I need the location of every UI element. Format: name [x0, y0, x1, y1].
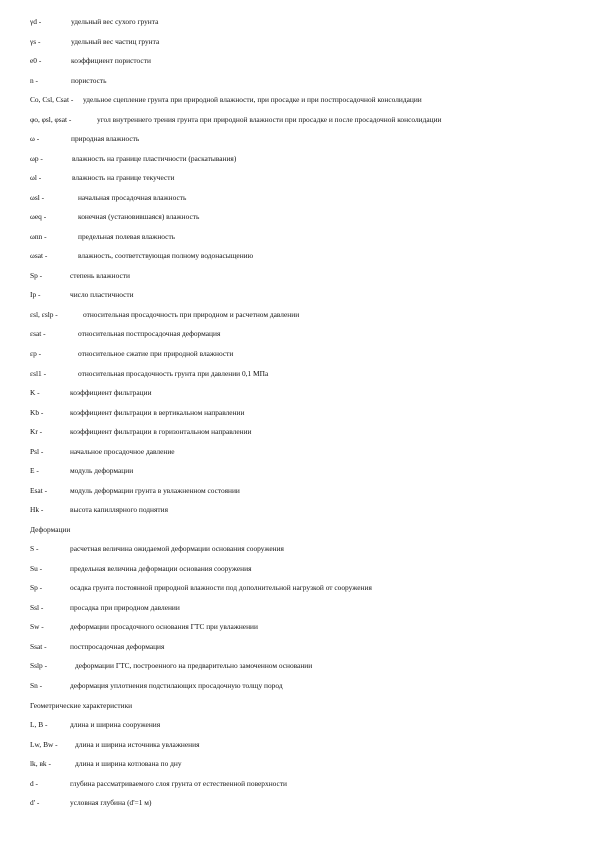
- term-definition: длина и ширина сооружения: [70, 720, 161, 730]
- glossary-entry: [0, 93, 595, 107]
- glossary-entry: [0, 718, 595, 732]
- section-heading-line: [0, 523, 595, 537]
- glossary-entry: [0, 54, 595, 68]
- term-symbol: εsat -: [30, 329, 46, 339]
- glossary-entry: [0, 152, 595, 166]
- term-symbol: ωl -: [30, 173, 42, 183]
- glossary-entry: [0, 288, 595, 302]
- term-definition: удельный вес частиц грунта: [71, 36, 160, 46]
- term-symbol: S -: [30, 544, 39, 554]
- term-definition: постпросадочная деформация: [70, 641, 165, 651]
- term-symbol: φo, φsl, φsat -: [30, 114, 72, 124]
- term-definition: удельный вес сухого грунта: [71, 17, 159, 26]
- term-symbol: ωeq -: [30, 212, 47, 222]
- term-definition: высота капиллярного поднятия: [70, 505, 169, 515]
- term-definition: предельная полевая влажность: [78, 231, 176, 241]
- term-symbol: L, B -: [30, 720, 48, 730]
- glossary-entry: [0, 327, 595, 341]
- glossary-entry: [0, 191, 595, 205]
- term-symbol: εsl1 -: [30, 368, 47, 378]
- glossary-entry: [0, 367, 595, 381]
- term-definition: относительная просадочность при природном и расчетном давлении: [83, 309, 300, 319]
- glossary-entry: [0, 503, 595, 517]
- glossary-entry: [0, 210, 595, 224]
- term-symbol: γs -: [30, 36, 41, 46]
- glossary-entry: [0, 464, 595, 478]
- term-definition: пористость: [71, 75, 107, 85]
- term-definition: удельное сцепление грунта при природной влажности, при просадке и при постпросадочной консолидации: [83, 95, 422, 105]
- term-symbol: Kr -: [30, 427, 43, 437]
- section-heading-line: [0, 699, 595, 713]
- term-symbol: Esat -: [30, 485, 48, 495]
- glossary-entry: [0, 425, 595, 439]
- term-definition: начальная просадочная влажность: [78, 192, 187, 202]
- glossary-entry: [0, 113, 595, 127]
- term-symbol: E -: [30, 466, 39, 476]
- term-symbol: εsl, εslp -: [30, 309, 58, 319]
- term-symbol: d -: [30, 778, 39, 788]
- term-definition: деформация уплотнения подстилающих просадочную толщу пород: [70, 681, 283, 691]
- term-symbol: K -: [30, 388, 40, 398]
- glossary-entry: [0, 249, 595, 263]
- term-symbol: n -: [30, 75, 39, 85]
- glossary-entry: [0, 74, 595, 88]
- term-definition: условная глубина (d'=1 м): [70, 798, 152, 808]
- glossary-entry: [0, 679, 595, 693]
- glossary-entry: [0, 542, 595, 556]
- term-symbol: Ip -: [30, 290, 41, 300]
- term-definition: коэффициент фильтрации: [70, 388, 152, 398]
- term-definition: начальное просадочное давление: [70, 446, 175, 456]
- term-symbol: e0 -: [30, 56, 42, 66]
- term-definition: длина и ширина источника увлажнения: [75, 739, 200, 749]
- term-symbol: Ssat -: [30, 641, 47, 651]
- glossary-entry: [0, 386, 595, 400]
- glossary-entry: [0, 796, 595, 810]
- glossary-entry: [0, 308, 595, 322]
- term-definition: просадка при природном давлении: [70, 602, 180, 612]
- glossary-entry: [0, 269, 595, 283]
- term-symbol: ωsat -: [30, 251, 48, 261]
- term-definition: угол внутреннего трения грунта при природной влажности при просадке и после просадочной консолидации: [97, 114, 442, 124]
- term-symbol: γd -: [30, 17, 42, 26]
- term-definition: относительная просадочность грунта при давлении 0,1 МПа: [78, 368, 269, 378]
- glossary-entry: [0, 659, 595, 673]
- term-symbol: Sw -: [30, 622, 44, 632]
- glossary-entry: [0, 35, 595, 49]
- term-definition: модуль деформации: [70, 466, 134, 476]
- term-symbol: ω -: [30, 134, 40, 144]
- term-definition: относительное сжатие при природной влажности: [78, 349, 234, 358]
- term-definition: относительная постпросадочная деформация: [78, 329, 221, 339]
- term-symbol: Psl -: [30, 446, 44, 456]
- term-symbol: ωnn -: [30, 231, 47, 241]
- glossary-entry: [0, 347, 595, 361]
- term-symbol: lk, вk -: [30, 759, 51, 769]
- glossary-entry: [0, 640, 595, 654]
- glossary-entry: [0, 132, 595, 146]
- term-symbol: Ssl -: [30, 602, 44, 612]
- glossary-entry: [0, 445, 595, 459]
- term-definition: влажность, соответствующая полному водонасыщению: [78, 251, 254, 261]
- term-definition: коэффициент фильтрации в горизонтальном направлении: [70, 427, 252, 437]
- term-definition: влажность на границе текучести: [72, 173, 175, 183]
- glossary-entry: [0, 738, 595, 752]
- term-definition: влажность на границе пластичности (раскатывания): [72, 153, 237, 163]
- glossary-entry: [0, 777, 595, 791]
- term-definition: модуль деформации грунта в увлажненном состоянии: [70, 485, 240, 495]
- term-definition: конечная (установившаяся) влажность: [78, 212, 200, 222]
- term-definition: предельная величина деформации основания сооружения: [70, 563, 252, 573]
- glossary-entry: [0, 601, 595, 615]
- term-symbol: εp -: [30, 349, 42, 358]
- term-symbol: Co, Csl, Csat -: [30, 95, 74, 105]
- term-definition: глубина рассматриваемого слоя грунта от естественной поверхности: [70, 778, 288, 788]
- glossary-entry: [0, 757, 595, 771]
- term-symbol: Hk -: [30, 505, 44, 515]
- term-symbol: Sslp -: [30, 661, 48, 671]
- glossary-entry: [0, 230, 595, 244]
- term-symbol: Lw, Bw -: [30, 739, 58, 749]
- term-symbol: Kb -: [30, 407, 44, 417]
- section-heading: Деформации: [30, 524, 71, 534]
- term-symbol: ωp -: [30, 153, 43, 163]
- term-definition: коэффициент пористости: [71, 56, 151, 66]
- term-definition: длина и ширина котлована по дну: [75, 759, 182, 769]
- term-definition: деформации ГТС, построенного на предварительно замоченном основании: [75, 661, 313, 671]
- glossary-entry: [0, 620, 595, 634]
- term-symbol: Su -: [30, 563, 43, 573]
- term-definition: природная влажность: [71, 134, 140, 144]
- glossary-entry: [0, 484, 595, 498]
- term-definition: число пластичности: [70, 290, 134, 300]
- term-definition: деформации просадочного основания ГТС при увлажнении: [70, 622, 258, 632]
- glossary-entry: [0, 15, 595, 29]
- term-symbol: Sp -: [30, 270, 43, 280]
- term-symbol: Sn -: [30, 681, 43, 691]
- glossary-entry: [0, 581, 595, 595]
- term-definition: расчетная величина ожидаемой деформации основания сооружения: [70, 544, 284, 554]
- term-symbol: d' -: [30, 798, 40, 808]
- term-definition: осадка грунта постоянной природной влажности под дополнительной нагрузкой от сооружения: [70, 583, 372, 593]
- term-symbol: ωsl -: [30, 192, 45, 202]
- section-heading: Геометрические характеристики: [30, 700, 133, 710]
- glossary-entry: [0, 171, 595, 185]
- glossary-entry: [0, 562, 595, 576]
- term-definition: степень влажности: [70, 270, 130, 280]
- term-definition: коэффициент фильтрации в вертикальном направлении: [70, 407, 245, 417]
- glossary-entry: [0, 406, 595, 420]
- term-symbol: Sp -: [30, 583, 43, 593]
